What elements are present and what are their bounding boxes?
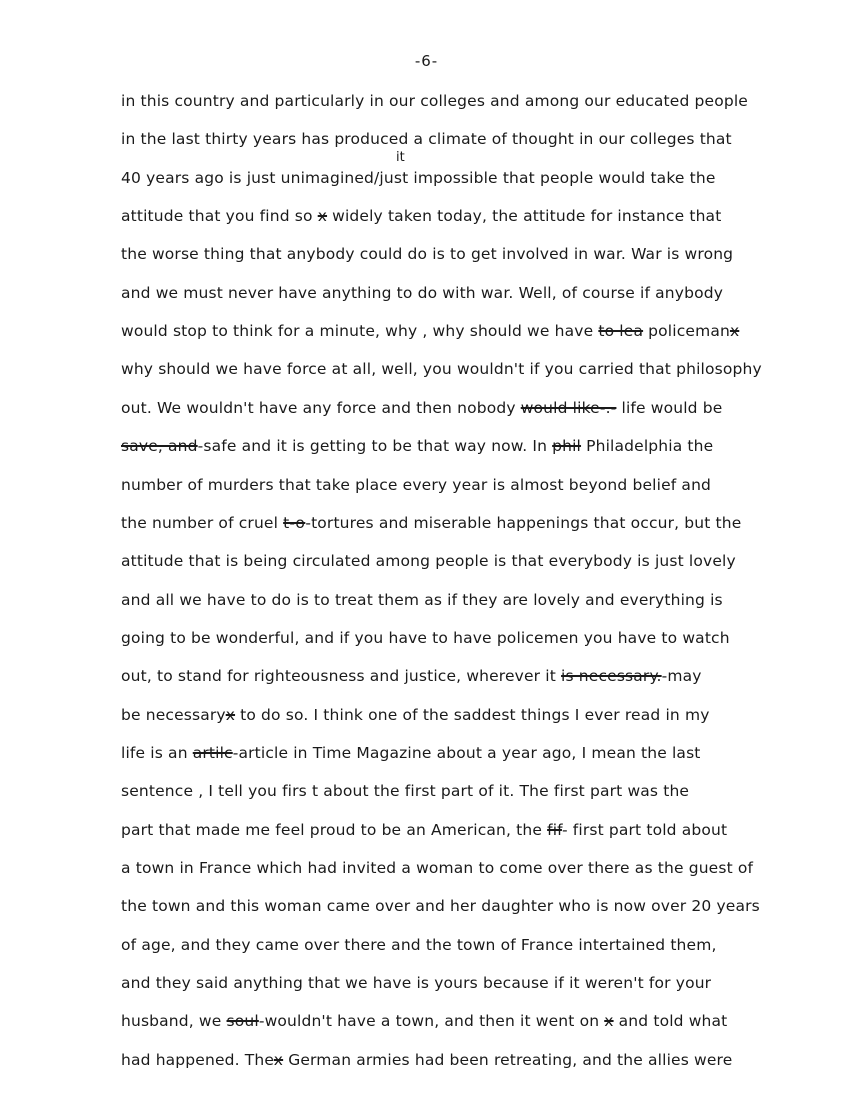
text-line [121,514,741,532]
text-segment: -article in Time Magazine about a year ago, I mean the last [232,743,701,762]
text-segment: the number of cruel [121,513,284,532]
struck-text: fif [547,820,562,839]
text-line [121,552,736,570]
text-segment: husband, we [121,1012,227,1031]
text-segment: be necessary [121,705,226,724]
text-segment: the town and this woman came over and her daughter who is now over 20 years [121,897,760,916]
text-segment: to do so. I think one of the saddest things I ever read in my [235,705,710,724]
struck-text: is necessary. [561,667,662,686]
text-line [121,667,702,685]
text-segment: in the last thirty years has produced a climate of thought in our colleges that [121,130,732,149]
text-segment: -may [661,667,702,686]
text-segment: and told what [613,1012,728,1031]
text-segment: policeman [643,322,730,341]
struck-text: x [604,1012,614,1031]
text-segment: part that made me feel proud to be an American, the [121,820,548,839]
text-segment: of age, and they came over there and the town of France intertained them, [121,935,717,954]
text-segment: out, to stand for righteousness and justice, wherever it [121,667,562,686]
interlinear-insertion: it [396,150,405,165]
text-line [121,322,739,340]
text-segment: and all we have to do is to treat them as if they are lovely and everything is [121,590,723,609]
struck-text: x [273,1050,284,1069]
struck-text: x [729,322,740,341]
text-segment: widely taken today, the attitude for instance that [327,207,722,226]
struck-text: would like-.- [520,398,617,417]
text-segment: -safe and it is getting to be that way now. In [197,437,553,456]
text-line [121,169,716,187]
text-segment: - first part told about [561,820,728,839]
struck-text: x [317,207,328,226]
text-segment: would stop to think for a minute, why , why should we have [121,322,599,341]
text-segment: out. We wouldn't have any force and then nobody [121,398,521,417]
text-segment: in this country and particularly in our colleges and among our educated people [121,92,748,110]
text-segment: attitude that is being circulated among people is that everybody is just lovely [121,552,736,571]
text-segment: -tortures and miserable happenings that occur, but the [305,513,742,532]
text-line [121,437,713,455]
text-line [121,897,760,915]
struck-text: artilc [192,743,233,762]
struck-text: x [225,705,236,724]
struck-text: t-o [283,513,306,532]
struck-text: phil [552,437,582,456]
text-line [121,706,710,724]
text-segment: why should we have force at all, well, you wouldn't if you carried that philosophy [121,360,762,379]
text-segment: going to be wonderful, and if you have to have policemen you have to watch [121,628,730,647]
text-segment: number of murders that take place every year is almost beyond belief and [121,475,712,494]
text-line [121,782,689,800]
text-line [121,974,711,992]
text-line [121,1012,727,1030]
struck-text: soul [226,1012,259,1031]
text-segment: -wouldn't have a town, and then it went on [258,1012,605,1031]
text-line [121,821,727,839]
text-segment: Philadelphia the [581,437,714,456]
text-line [121,360,762,378]
text-segment: a town in France which had invited a woman to come over there as the guest of [121,859,754,877]
text-line [121,284,723,302]
text-segment: and they said anything that we have is yours because if it weren't for your [121,974,712,993]
text-line [121,1051,732,1069]
text-line [121,130,732,148]
text-line [121,207,721,225]
text-segment: sentence , I tell you firs t about the first part of it. The first part was the [121,782,690,801]
text-segment: had happened. The [121,1050,274,1069]
text-segment: attitude that you find so [121,207,318,226]
text-segment: and we must never have anything to do with war. Well, of course if anybody [121,283,724,302]
text-segment: 40 years ago is just unimagined/just impossible that people would take the [121,168,716,187]
text-line [121,744,701,762]
text-segment: German armies had been retreating, and the allies were [283,1050,733,1069]
text-line [121,399,722,417]
text-line [121,936,717,954]
text-segment: life would be [616,398,723,417]
text-segment: the worse thing that anybody could do is to get involved in war. War is wrong [121,245,734,264]
text-line [121,629,730,647]
text-line [121,859,753,877]
text-line [121,591,723,609]
struck-text: to lea [598,322,644,341]
text-line [121,476,711,494]
page-number: -6- [414,52,439,70]
struck-text: save, and [121,437,198,456]
text-line [121,245,733,263]
text-line [121,92,748,110]
text-segment: life is an [121,743,193,762]
